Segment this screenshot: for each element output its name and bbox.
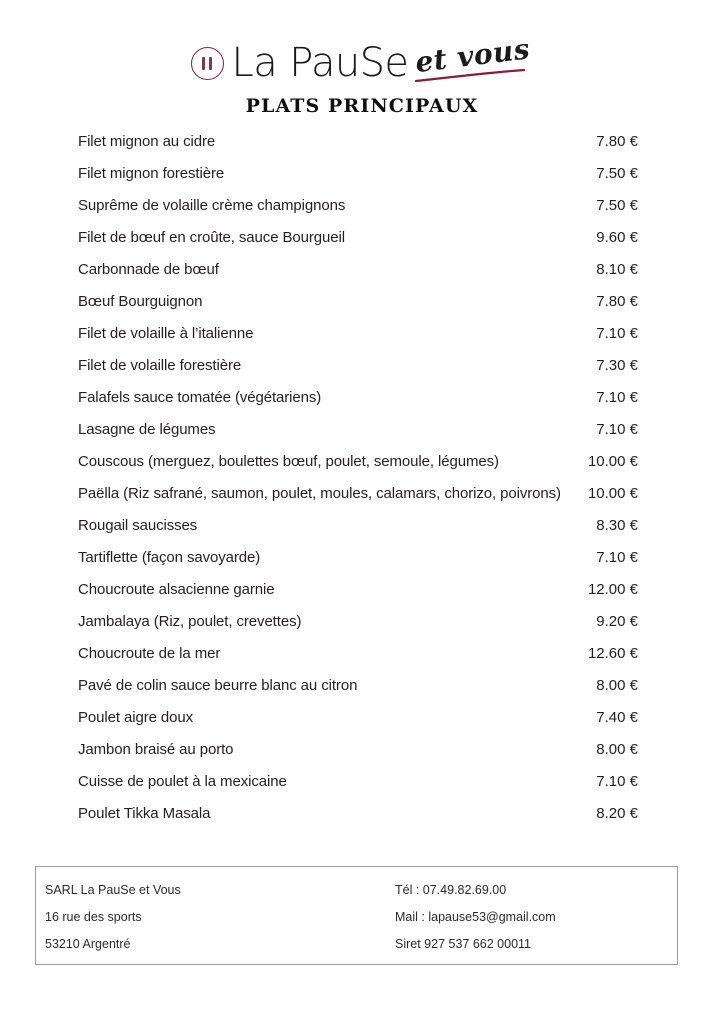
footer-line: 16 rue des sports	[45, 910, 142, 924]
menu-item-price: 7.10 €	[596, 325, 638, 342]
footer-company-column	[36, 867, 395, 964]
menu-item-row	[78, 766, 638, 798]
menu-item-name: Jambalaya (Riz, poulet, crevettes)	[78, 613, 302, 630]
menu-item-price: 12.60 €	[587, 645, 638, 662]
footer-contact-column	[395, 867, 556, 964]
menu-item-price: 7.10 €	[596, 549, 638, 566]
menu-item-name: Cuisse de poulet à la mexicaine	[78, 773, 287, 790]
footer-siret: Siret 927 537 662 00011	[395, 937, 531, 951]
menu-item-row	[78, 542, 638, 574]
menu-item-name: Filet mignon forestière	[78, 165, 225, 182]
menu-item-row	[78, 382, 638, 414]
menu-item-row	[78, 190, 638, 222]
brand-tagline-wrap	[413, 32, 533, 83]
menu-item-row	[78, 510, 638, 542]
menu-item-row	[78, 350, 638, 382]
footer-info-box	[35, 866, 678, 965]
menu-item-row	[78, 702, 638, 734]
menu-item-price: 7.80 €	[596, 133, 638, 150]
menu-item-name: Poulet aigre doux	[78, 709, 194, 726]
pause-bar-right	[209, 57, 212, 70]
menu-item-name: Filet de bœuf en croûte, sauce Bourgueil	[78, 229, 345, 246]
menu-item-price: 8.10 €	[596, 261, 638, 278]
menu-item-row	[78, 286, 638, 318]
logo-lockup	[191, 32, 534, 94]
menu-item-price: 9.60 €	[596, 229, 638, 246]
logo-header	[0, 32, 724, 96]
menu-item-row	[78, 606, 638, 638]
menu-item-price: 10.00 €	[587, 453, 638, 470]
menu-item-price: 7.80 €	[596, 293, 638, 310]
menu-item-price: 7.40 €	[596, 709, 638, 726]
menu-item-row	[78, 158, 638, 190]
footer-phone: Tél : 07.49.82.69.00	[395, 883, 507, 897]
menu-item-row	[78, 574, 638, 606]
swoosh-underline-icon	[414, 69, 526, 83]
menu-item-price: 8.20 €	[596, 805, 638, 822]
menu-item-price: 7.10 €	[596, 773, 638, 790]
footer-email: Mail : lapause53@gmail.com	[395, 910, 556, 924]
menu-list	[78, 126, 638, 830]
menu-item-row	[78, 798, 638, 830]
menu-item-row	[78, 254, 638, 286]
menu-item-name: Falafels sauce tomatée (végétariens)	[78, 389, 322, 406]
footer-line: 53210 Argentré	[45, 937, 131, 951]
menu-item-price: 9.20 €	[596, 613, 638, 630]
menu-item-price: 7.10 €	[596, 421, 638, 438]
menu-item-name: Pavé de colin sauce beurre blanc au citron	[78, 677, 358, 694]
menu-item-name: Filet mignon au cidre	[78, 133, 216, 150]
menu-item-row	[78, 446, 638, 478]
menu-item-row	[78, 318, 638, 350]
menu-item-price: 7.50 €	[596, 197, 638, 214]
menu-item-name: Choucroute alsacienne garnie	[78, 581, 275, 598]
menu-item-row	[78, 670, 638, 702]
menu-item-name: Jambon braisé au porto	[78, 741, 234, 758]
menu-item-price: 8.30 €	[596, 517, 638, 534]
menu-item-price: 7.50 €	[596, 165, 638, 182]
page-title: PLATS PRINCIPAUX	[245, 95, 479, 117]
menu-item-row	[78, 126, 638, 158]
menu-item-name: Bœuf Bourguignon	[78, 293, 203, 310]
menu-item-row	[78, 478, 638, 510]
menu-item-name: Lasagne de légumes	[78, 421, 216, 438]
menu-item-name: Couscous (merguez, boulettes bœuf, poulet, semoule, légumes)	[78, 453, 499, 470]
menu-item-row	[78, 638, 638, 670]
pause-icon	[191, 47, 224, 80]
menu-item-price: 10.00 €	[587, 485, 638, 502]
pause-bar-left	[202, 57, 205, 70]
brand-wordmark: La PauSe	[231, 40, 409, 86]
menu-item-row	[78, 734, 638, 766]
menu-item-row	[78, 222, 638, 254]
menu-item-price: 12.00 €	[587, 581, 638, 598]
menu-item-name: Poulet Tikka Masala	[78, 805, 211, 822]
menu-item-name: Filet de volaille à l’italienne	[78, 325, 254, 342]
menu-item-price: 8.00 €	[596, 677, 638, 694]
menu-item-name: Tartiflette (façon savoyarde)	[78, 549, 261, 566]
menu-item-row	[78, 414, 638, 446]
brand-tagline: et vous	[413, 32, 533, 80]
menu-item-price: 7.10 €	[596, 389, 638, 406]
menu-item-name: Rougail saucisses	[78, 517, 198, 534]
menu-item-name: Choucroute de la mer	[78, 645, 221, 662]
menu-item-name: Carbonnade de bœuf	[78, 261, 219, 278]
menu-item-price: 7.30 €	[596, 357, 638, 374]
menu-item-name: Paëlla (Riz safrané, saumon, poulet, moules, calamars, chorizo, poivrons)	[78, 485, 561, 502]
menu-item-name: Filet de volaille forestière	[78, 357, 242, 374]
footer-line: SARL La PauSe et Vous	[45, 883, 181, 897]
menu-item-name: Suprême de volaille crème champignons	[78, 197, 346, 214]
menu-item-price: 8.00 €	[596, 741, 638, 758]
